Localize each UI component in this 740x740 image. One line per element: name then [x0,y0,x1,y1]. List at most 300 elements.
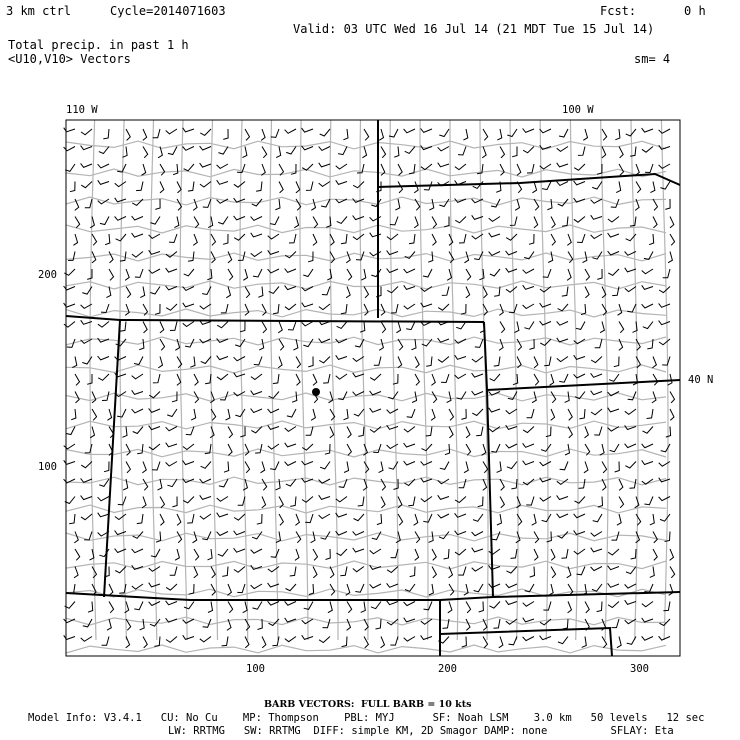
wind-barb [650,514,655,525]
wind-barb [591,234,602,239]
wind-barb [404,129,415,133]
wind-barb [132,233,143,237]
wind-barb [234,216,245,220]
wind-barb [557,514,568,518]
wind-barb [547,199,552,210]
wind-barb [153,374,160,383]
wind-barb [591,548,602,552]
wind-barb [381,497,385,508]
wind-barb [515,199,519,210]
wind-barb [523,285,534,289]
wind-barb [390,637,398,646]
wind-barb [228,602,233,613]
wind-barb [408,497,415,506]
wind-barb [653,549,657,560]
county-line [390,120,398,640]
wind-barb [540,303,551,307]
wind-barb [458,147,466,156]
wind-barb [270,217,279,225]
wind-barb [660,514,670,521]
wind-barb [172,392,177,402]
wind-barb [184,269,194,276]
wind-barb [472,391,483,395]
wind-barb [326,549,331,560]
county-line [240,120,248,640]
wind-barb [203,199,211,207]
wind-barb [73,234,77,245]
wind-barb [405,584,415,591]
wind-barb [489,233,500,237]
wind-barb [223,234,228,244]
wind-barb [353,234,364,240]
wind-barb [132,584,143,589]
wind-barb [466,269,471,280]
wind-barb [650,567,655,578]
wind-barb [617,514,621,525]
wind-barb [530,567,535,578]
wind-barb [279,514,283,525]
wind-barb [252,532,262,539]
wind-barb [126,129,130,140]
wind-barb [472,373,483,377]
wind-barb [489,408,500,412]
wind-barb [381,304,385,315]
wind-barb [432,234,436,245]
wind-barb [500,164,504,175]
wind-barb [441,374,449,383]
wind-barb [602,637,607,648]
wind-barb [534,532,539,543]
wind-barb [353,531,364,535]
wind-barb [319,147,330,151]
wind-barb [243,269,247,280]
wind-barb [534,549,538,560]
wind-barb [370,408,381,412]
wind-barb [669,584,673,595]
wind-barb [497,514,502,525]
wind-barb [455,549,466,555]
wind-barb [585,287,589,298]
barb-legend: BARB VECTORS: FULL BARB = 10 kts [264,699,472,710]
wind-barb [134,602,143,610]
wind-barb [559,129,568,137]
wind-barb [432,392,437,403]
wind-barb [347,619,351,630]
wind-barb [652,357,656,368]
wind-barb [431,409,435,420]
wind-barb [155,199,160,209]
wind-barb [98,374,109,380]
wind-barb [245,304,249,315]
wind-barb [361,269,365,280]
wind-barb [598,497,603,508]
wind-barb [653,199,658,210]
wind-barb [499,339,503,350]
wind-barb [133,427,143,434]
wind-barb [88,602,93,613]
wind-barb [262,147,267,158]
wind-barb [194,374,198,385]
wind-barb [574,514,585,518]
wind-barb [670,409,674,420]
wind-barb [429,199,434,210]
wind-barb [464,462,468,473]
wind-barb [549,584,553,595]
wind-barb [295,549,299,560]
wind-barb [636,182,641,193]
wind-barb [642,147,653,153]
wind-barb [149,444,160,450]
valid-time: Valid: 03 UTC Wed 16 Jul 14 (21 MDT Tue 15 Jul 14) [293,22,655,36]
wind-barb [364,304,368,315]
wind-barb [591,391,602,395]
wind-barb [394,147,399,158]
wind-barb [438,357,449,363]
wind-barb [251,409,262,413]
wind-barb [223,129,228,139]
wind-barb [442,287,449,296]
wind-barb [217,497,228,502]
wind-barb [228,444,232,455]
wind-barb [506,409,517,414]
wind-barb [540,636,551,640]
wind-barb [234,373,245,377]
wind-barb [92,409,97,420]
wind-barb [126,287,131,298]
wind-barb [534,374,539,385]
wind-barb [650,182,655,193]
wind-barb [184,602,194,609]
field-name: Total precip. in past 1 h [8,38,189,52]
wind-barb [372,532,381,540]
wind-barb [98,356,109,360]
wind-barb [193,532,197,543]
wind-barb [540,462,551,466]
wind-barb [523,618,534,622]
wind-barb [211,252,215,263]
wind-barb [288,322,296,331]
wind-barb [183,635,194,639]
wind-barb [158,357,162,368]
wind-barb [415,549,419,560]
wind-barb [429,584,434,595]
wind-barb [398,357,402,368]
lon-label-100w: 100 W [562,104,594,116]
wind-barb [126,444,130,455]
wind-barb [616,182,621,193]
wind-barb [200,163,211,167]
wind-barb [173,164,178,175]
wind-barb [653,532,657,543]
wind-barb [257,514,262,524]
wind-barb [615,129,620,140]
wind-barb [444,549,450,559]
wind-barb [532,514,536,525]
wind-barb [404,637,415,642]
wind-barb [220,392,228,401]
wind-barb [459,234,466,243]
wind-barb [234,357,245,361]
wind-barb [346,252,350,263]
wind-barb [256,182,262,192]
wind-barb [523,269,534,273]
wind-barb [374,357,381,366]
wind-barb [591,567,602,571]
wind-barb [72,357,77,368]
wind-barb [506,251,517,255]
wind-barb [69,514,75,524]
wind-barb [344,462,349,473]
wind-barb [234,548,245,552]
wind-barb [511,549,518,558]
wind-barb [438,163,449,167]
wind-barb [102,637,109,646]
wind-barb [347,427,351,438]
wind-barb [642,636,653,640]
wind-barb [557,321,568,325]
county-line [66,505,666,513]
wind-barb [602,462,607,473]
wind-barb [319,357,330,363]
wind-barb [319,637,330,643]
wind-barb [630,147,636,157]
wind-barb [101,304,109,313]
wind-barb [489,584,500,588]
wind-barb [245,287,250,298]
wind-barb [115,514,126,520]
wind-barb [258,619,263,630]
wind-barb [447,392,451,403]
wind-barb [591,215,602,219]
wind-barb [472,548,483,552]
wind-barb [574,374,585,378]
wind-barb [253,269,262,277]
wind-barb [295,514,299,525]
wind-barb [226,409,230,420]
wind-barb [211,567,215,578]
wind-barb [342,637,347,647]
wind-barb [160,497,165,508]
wind-barb [353,216,364,220]
wind-barb [126,637,130,648]
wind-barb [371,602,381,609]
wind-barb [152,462,160,471]
wind-barb [361,602,366,613]
wind-barb [387,583,398,587]
wind-barb [140,619,145,630]
wind-barb [143,322,147,333]
wind-barb [398,514,403,525]
wind-barb [645,164,653,173]
wind-barb [619,479,623,490]
wind-barb [200,146,211,150]
wind-barb [336,497,347,502]
wind-barb [177,514,181,525]
state-boundaries [66,120,680,656]
wind-barb [647,409,653,419]
wind-barb [245,129,250,140]
wind-barb [81,182,92,188]
wind-barb [156,532,161,543]
wind-barb [140,287,144,298]
wind-barb [200,495,211,499]
wind-barb [527,164,534,173]
wind-barb [595,339,602,348]
wind-barb [642,444,653,448]
wind-barb [353,373,364,377]
wind-barb [336,513,347,517]
wind-barb [234,514,245,520]
wind-barb [398,339,403,350]
wind-barb [222,637,228,646]
station-dot [312,388,320,396]
wind-barb [431,374,435,385]
wind-barb [279,182,283,193]
wind-barb [183,303,194,307]
wind-barb [311,532,315,543]
wind-barb [319,514,330,519]
wind-barb [226,287,230,298]
wind-barb [379,129,383,140]
county-line [66,141,666,149]
wind-barb [661,444,670,452]
wind-barb [391,549,398,558]
wind-barb [217,356,228,360]
wind-barb [600,444,604,455]
wind-barb [608,427,619,432]
wind-barb [583,252,587,263]
wind-barb [268,234,279,239]
wind-barb [208,549,213,560]
wind-barb [509,637,518,645]
wind-barb [81,514,92,520]
wind-barb [591,373,602,377]
county-line [66,309,666,317]
wind-barb [455,355,466,359]
fcst-value: 0 h [684,4,706,18]
wind-barb [665,199,670,209]
lon-label-110w: 110 W [66,104,98,116]
wind-barb [405,147,415,154]
wind-barb [659,145,670,149]
wind-barb [449,409,454,420]
wind-barb [619,147,623,158]
wind-barb [74,567,78,578]
wind-barb [625,268,636,272]
wind-barb [243,602,247,613]
wind-barb [387,567,398,573]
wind-barb [319,182,330,187]
wind-barb [132,199,143,205]
wind-barb [228,252,232,263]
wind-barb [107,409,111,420]
wind-barb [421,129,432,133]
wind-barb [511,479,517,489]
wind-barb [174,217,179,228]
wind-barb [234,182,245,188]
county-line [510,120,518,640]
wind-barb [567,269,571,280]
wind-barb [143,637,147,648]
wind-barb [579,479,585,488]
wind-barb [387,269,398,273]
wind-barb [608,217,619,223]
wind-barb [191,409,196,420]
wind-barb [494,619,501,628]
wind-barb [617,637,621,648]
wind-barb [222,567,228,577]
wind-barb [642,128,653,132]
wind-barb [631,549,636,559]
wind-barb [541,444,551,451]
wind-barb [663,602,670,611]
wind-barb [188,252,194,262]
run-name: 3 km ctrl [6,4,72,18]
wind-barb [81,496,92,500]
wind-barb [551,549,555,560]
wind-barb [201,357,211,364]
wind-barb [273,304,279,314]
wind-barb [540,145,551,149]
wind-barbs [64,128,675,648]
wind-barb [254,357,262,365]
wind-barb [608,269,619,275]
wind-barb [75,374,80,385]
wind-barb [473,514,483,521]
wind-barb [328,602,332,613]
wind-barb [592,252,602,260]
county-line [300,120,308,640]
wind-barb [166,427,177,431]
wind-barb [387,409,398,413]
wind-barb [183,619,194,623]
wind-barb [500,497,504,508]
wind-barb [438,147,449,151]
wind-barb [122,427,127,438]
wind-barb [183,461,194,465]
wind-barb [542,182,551,190]
county-line [66,561,666,569]
wind-barb [404,285,415,289]
wind-barb [302,303,313,307]
wind-barb [261,462,265,473]
wind-barb [558,304,568,311]
wind-barb [285,304,296,310]
wind-barb [243,147,247,158]
wind-barb [81,462,92,468]
wind-barb [302,322,313,326]
wind-barb [509,304,517,313]
wind-barb [542,514,551,522]
wind-barb [550,374,554,385]
wind-barb [149,583,160,587]
wind-barb [659,164,670,168]
wind-barb [642,269,653,274]
wind-barb [193,199,197,210]
wind-barb [251,252,262,257]
wind-barb [643,322,653,329]
wind-barb [278,357,282,368]
wind-barb [251,374,262,380]
wind-barb [568,252,573,263]
wind-barb [568,602,572,613]
wind-barb [115,198,126,202]
wind-barb [262,497,266,508]
wind-barb [540,129,551,133]
wind-barb [438,495,449,499]
wind-barb [636,514,641,525]
wind-barb [166,637,177,643]
